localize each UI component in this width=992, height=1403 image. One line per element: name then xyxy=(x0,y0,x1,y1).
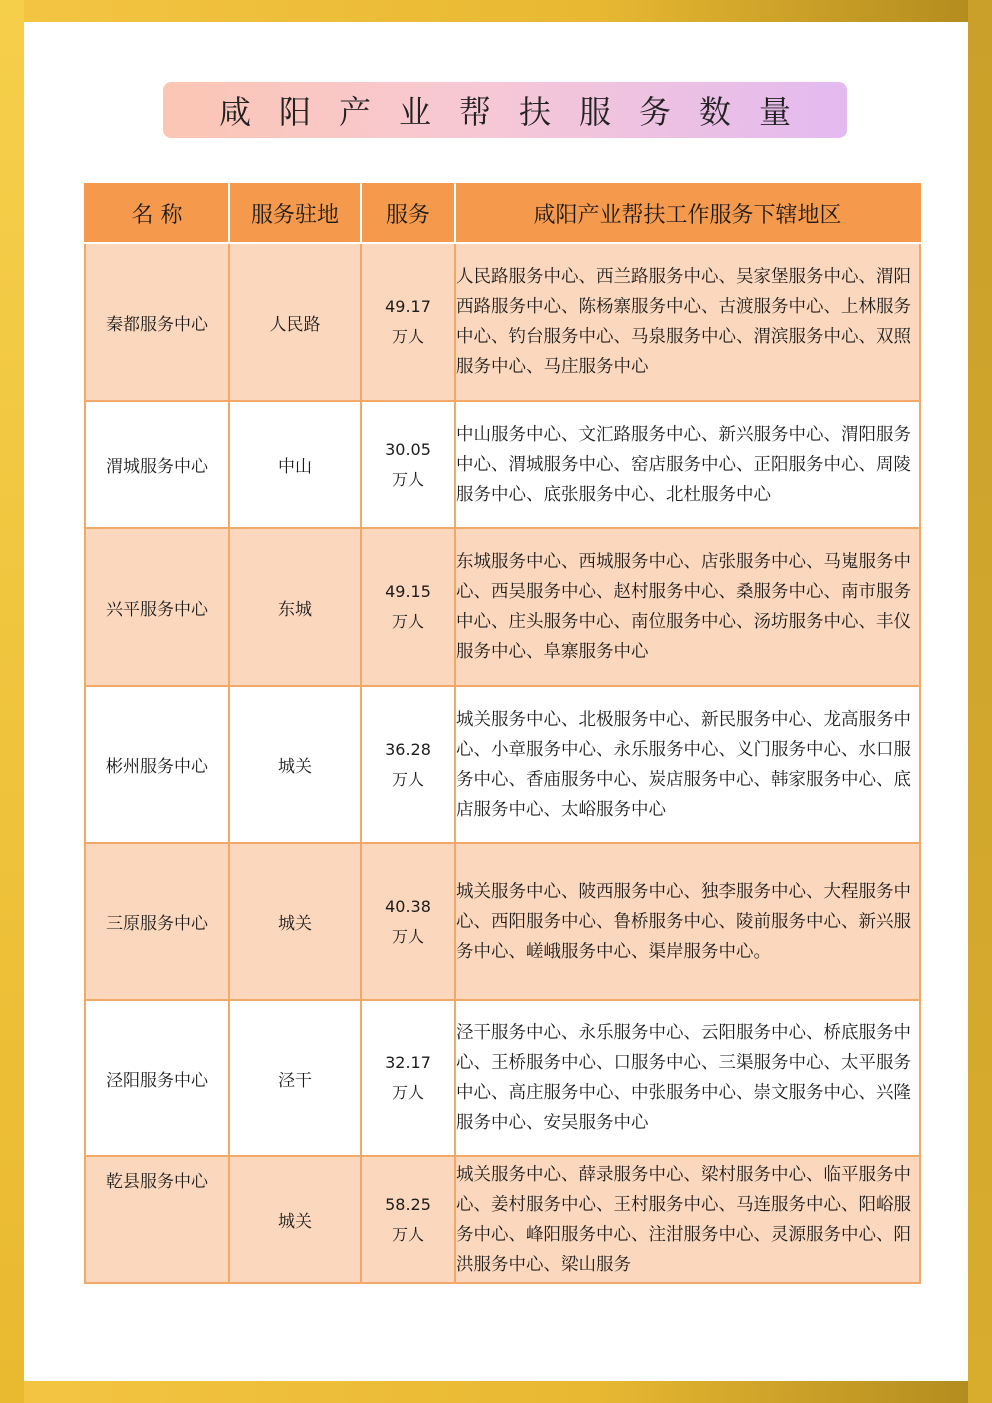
count-value: 32.17 xyxy=(385,1053,431,1072)
row-base: 城关 xyxy=(229,686,361,843)
row-name: 泾阳服务中心 xyxy=(85,1000,229,1156)
row-name: 三原服务中心 xyxy=(85,843,229,1000)
service-table xyxy=(84,183,921,1284)
row-areas: 城关服务中心、陂西服务中心、独李服务中心、大程服务中心、西阳服务中心、鲁桥服务中心、陵前服务中心、新兴服务中心、嵯峨服务中心、渠岸服务中心。 xyxy=(455,843,920,1000)
table-header-row xyxy=(85,184,920,243)
table-row xyxy=(85,243,920,401)
row-areas: 城关服务中心、薛录服务中心、梁村服务中心、临平服务中心、姜村服务中心、王村服务中心、马连服务中心、阳峪服务中心、峰阳服务中心、注泔服务中心、灵源服务中心、阳洪服务中心、梁山服务 xyxy=(455,1156,920,1283)
row-count xyxy=(361,843,455,1000)
header-base: 服务驻地 xyxy=(229,184,361,243)
count-unit: 万人 xyxy=(391,1083,424,1102)
count-unit: 万人 xyxy=(391,327,424,346)
frame-bottom-border xyxy=(0,1381,992,1403)
row-count xyxy=(361,1156,455,1283)
title-banner xyxy=(163,82,847,138)
count-value: 36.28 xyxy=(385,739,431,759)
row-name: 彬州服务中心 xyxy=(85,686,229,843)
row-count xyxy=(361,243,455,401)
table-row xyxy=(85,1156,920,1283)
row-areas: 中山服务中心、文汇路服务中心、新兴服务中心、渭阳服务中心、渭城服务中心、窑店服务中心、正阳服务中心、周陵服务中心、底张服务中心、北杜服务中心 xyxy=(455,401,920,528)
header-areas: 咸阳产业帮扶工作服务下辖地区 xyxy=(455,184,920,243)
row-count xyxy=(361,1000,455,1156)
row-areas: 东城服务中心、西城服务中心、店张服务中心、马嵬服务中心、西吴服务中心、赵村服务中心、桑服务中心、南市服务中心、庄头服务中心、南位服务中心、汤坊服务中心、丰仪服务中心、阜寨服务中心 xyxy=(455,528,920,686)
table-row xyxy=(85,1000,920,1156)
table-row xyxy=(85,686,920,843)
row-base: 人民路 xyxy=(229,243,361,401)
count-unit: 万人 xyxy=(391,926,424,946)
frame-top-border xyxy=(0,0,992,22)
count-unit: 万人 xyxy=(391,612,424,631)
count-unit: 万人 xyxy=(391,769,424,789)
frame-right-border xyxy=(968,0,992,1403)
frame-left-border xyxy=(0,0,24,1403)
row-base: 泾干 xyxy=(229,1000,361,1156)
row-base: 城关 xyxy=(229,843,361,1000)
count-value: 40.38 xyxy=(385,896,431,916)
row-name: 渭城服务中心 xyxy=(85,401,229,528)
row-count xyxy=(361,401,455,528)
row-areas: 泾干服务中心、永乐服务中心、云阳服务中心、桥底服务中心、王桥服务中心、口服务中心、三渠服务中心、太平服务中心、高庄服务中心、中张服务中心、崇文服务中心、兴隆服务中心、安吴服务中心 xyxy=(455,1000,920,1156)
row-count xyxy=(361,528,455,686)
row-name: 乾县服务中心 xyxy=(85,1156,229,1283)
table-row xyxy=(85,401,920,528)
count-value: 49.15 xyxy=(385,582,431,601)
row-name: 秦都服务中心 xyxy=(85,243,229,401)
row-base: 城关 xyxy=(229,1156,361,1283)
row-base: 东城 xyxy=(229,528,361,686)
count-unit: 万人 xyxy=(391,1224,424,1244)
count-value: 30.05 xyxy=(385,439,431,459)
row-name: 兴平服务中心 xyxy=(85,528,229,686)
count-value: 58.25 xyxy=(385,1194,431,1214)
row-count xyxy=(361,686,455,843)
page-title: 咸阳产业帮扶服务数量 xyxy=(218,93,819,131)
row-areas: 城关服务中心、北极服务中心、新民服务中心、龙高服务中心、小章服务中心、永乐服务中心、义门服务中心、水口服务中心、香庙服务中心、炭店服务中心、韩家服务中心、底店服务中心、太峪服务中心 xyxy=(455,686,920,843)
header-count: 服务 xyxy=(361,184,455,243)
count-unit: 万人 xyxy=(391,469,424,489)
header-name: 名 称 xyxy=(85,184,229,243)
table-row xyxy=(85,843,920,1000)
row-base: 中山 xyxy=(229,401,361,528)
table-row xyxy=(85,528,920,686)
row-areas: 人民路服务中心、西兰路服务中心、吴家堡服务中心、渭阳西路服务中心、陈杨寨服务中心、古渡服务中心、上林服务中心、钓台服务中心、马泉服务中心、渭滨服务中心、双照服务中心、马庄服务中心 xyxy=(455,243,920,401)
count-value: 49.17 xyxy=(385,297,431,316)
